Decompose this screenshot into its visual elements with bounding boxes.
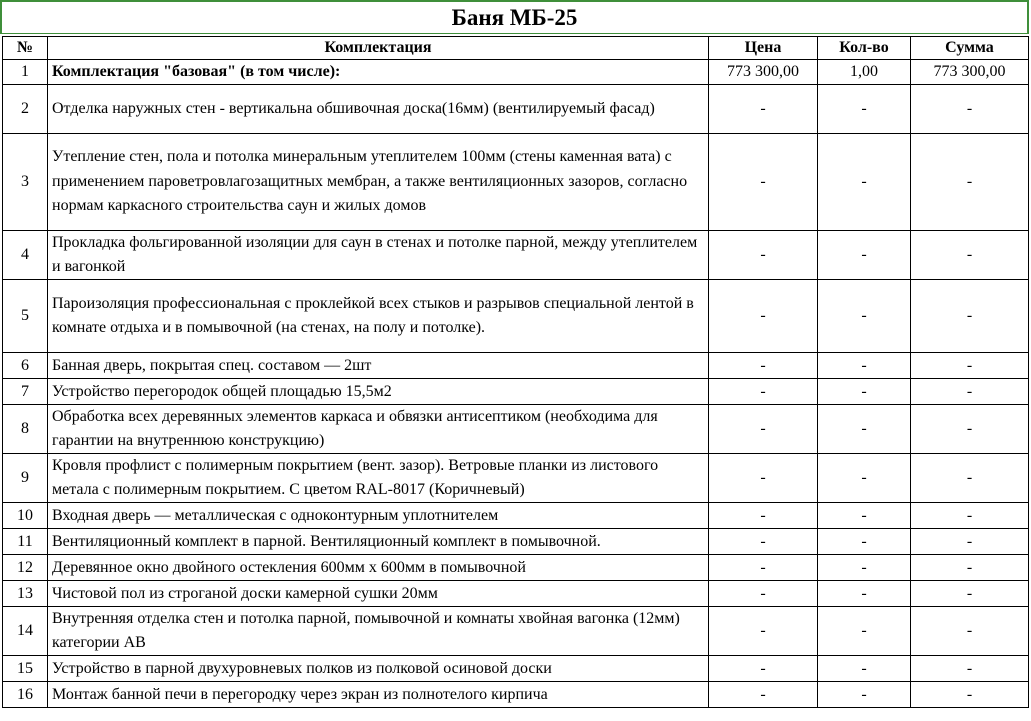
header-num[interactable]: № <box>3 37 48 60</box>
cell-sum[interactable]: 773 300,00 <box>911 60 1029 85</box>
table-row <box>3 379 1029 405</box>
cell-sum[interactable]: - <box>911 503 1029 529</box>
table-row <box>3 405 1029 454</box>
cell-num[interactable]: 2 <box>3 85 48 134</box>
cell-description[interactable]: Устройство перегородок общей площадью 15,5м2 <box>48 379 709 405</box>
cell-num[interactable]: 14 <box>3 607 48 656</box>
cell-quantity[interactable]: - <box>818 529 911 555</box>
cell-quantity[interactable]: - <box>818 280 911 353</box>
cell-sum[interactable]: - <box>911 134 1029 231</box>
cell-description[interactable]: Комплектация "базовая" (в том числе): <box>48 60 709 85</box>
cell-price[interactable]: - <box>709 656 818 682</box>
header-sum[interactable]: Сумма <box>911 37 1029 60</box>
cell-price[interactable]: - <box>709 134 818 231</box>
table-row <box>3 231 1029 280</box>
table-row <box>3 85 1029 134</box>
header-price[interactable]: Цена <box>709 37 818 60</box>
cell-sum[interactable]: - <box>911 353 1029 379</box>
table-row <box>3 607 1029 656</box>
cell-price[interactable]: - <box>709 405 818 454</box>
table-row <box>3 555 1029 581</box>
cell-sum[interactable]: - <box>911 379 1029 405</box>
cell-price[interactable]: - <box>709 555 818 581</box>
cell-num[interactable]: 9 <box>3 454 48 503</box>
cell-sum[interactable]: - <box>911 529 1029 555</box>
cell-num[interactable]: 10 <box>3 503 48 529</box>
table-row <box>3 503 1029 529</box>
cell-num[interactable]: 1 <box>3 60 48 85</box>
cell-description[interactable]: Внутренняя отделка стен и потолка парной, помывочной и комнаты хвойная вагонка (12мм) категории АВ <box>48 607 709 656</box>
cell-sum[interactable]: - <box>911 85 1029 134</box>
cell-sum[interactable]: - <box>911 454 1029 503</box>
cell-description[interactable]: Отделка наружных стен - вертикальна обшивочная доска(16мм) (вентилируемый фасад) <box>48 85 709 134</box>
cell-quantity[interactable]: - <box>818 231 911 280</box>
header-row <box>3 37 1029 60</box>
cell-quantity[interactable]: - <box>818 85 911 134</box>
cell-num[interactable]: 16 <box>3 682 48 708</box>
sheet-title[interactable]: Баня МБ-25 <box>0 0 1029 34</box>
cell-num[interactable]: 5 <box>3 280 48 353</box>
cell-num[interactable]: 11 <box>3 529 48 555</box>
header-description[interactable]: Комплектация <box>48 37 709 60</box>
cell-quantity[interactable]: - <box>818 454 911 503</box>
table-row <box>3 454 1029 503</box>
header-quantity[interactable]: Кол-во <box>818 37 911 60</box>
cell-description[interactable]: Входная дверь — металлическая с одноконтурным уплотнителем <box>48 503 709 529</box>
cell-num[interactable]: 12 <box>3 555 48 581</box>
cell-description[interactable]: Монтаж банной печи в перегородку через экран из полнотелого кирпича <box>48 682 709 708</box>
table-row <box>3 280 1029 353</box>
cell-num[interactable]: 8 <box>3 405 48 454</box>
cell-quantity[interactable]: - <box>818 682 911 708</box>
cell-description[interactable]: Устройство в парной двухуровневых полков из полковой осиновой доски <box>48 656 709 682</box>
table-row <box>3 134 1029 231</box>
cell-description[interactable]: Кровля профлист с полимерным покрытием (вент. зазор). Ветровые планки из листового метала с полимерным покрытием. С цветом RAL-8017 (Коричневый) <box>48 454 709 503</box>
cell-price[interactable]: - <box>709 353 818 379</box>
table-row <box>3 60 1029 85</box>
cell-sum[interactable]: - <box>911 405 1029 454</box>
cell-quantity[interactable]: - <box>818 656 911 682</box>
cell-description[interactable]: Пароизоляция профессиональная с проклейкой всех стыков и разрывов специальной лентой в комнате отдыха и в помывочной (на стенах, на полу и потолке). <box>48 280 709 353</box>
cell-quantity[interactable]: - <box>818 134 911 231</box>
table-row <box>3 581 1029 607</box>
cell-quantity[interactable]: - <box>818 353 911 379</box>
cell-price[interactable]: - <box>709 581 818 607</box>
cell-quantity[interactable]: - <box>818 379 911 405</box>
cell-num[interactable]: 15 <box>3 656 48 682</box>
cell-num[interactable]: 4 <box>3 231 48 280</box>
cell-sum[interactable]: - <box>911 682 1029 708</box>
cell-description[interactable]: Банная дверь, покрытая спец. составом — 2шт <box>48 353 709 379</box>
cell-price[interactable]: 773 300,00 <box>709 60 818 85</box>
cell-price[interactable]: - <box>709 454 818 503</box>
cell-sum[interactable]: - <box>911 607 1029 656</box>
cell-quantity[interactable]: - <box>818 581 911 607</box>
cell-price[interactable]: - <box>709 231 818 280</box>
cell-price[interactable]: - <box>709 607 818 656</box>
cell-price[interactable]: - <box>709 503 818 529</box>
cell-sum[interactable]: - <box>911 581 1029 607</box>
cell-description[interactable]: Обработка всех деревянных элементов каркаса и обвязки антисептиком (необходима для гарантии на внутреннюю конструкцию) <box>48 405 709 454</box>
table-row <box>3 682 1029 708</box>
table-row <box>3 353 1029 379</box>
cell-price[interactable]: - <box>709 379 818 405</box>
cell-num[interactable]: 6 <box>3 353 48 379</box>
cell-quantity[interactable]: - <box>818 555 911 581</box>
cell-quantity[interactable]: - <box>818 405 911 454</box>
cell-price[interactable]: - <box>709 85 818 134</box>
cell-description[interactable]: Деревянное окно двойного остекления 600мм х 600мм в помывочной <box>48 555 709 581</box>
cell-sum[interactable]: - <box>911 656 1029 682</box>
cell-price[interactable]: - <box>709 682 818 708</box>
cell-quantity[interactable]: - <box>818 607 911 656</box>
cell-description[interactable]: Утепление стен, пола и потолка минеральным утеплителем 100мм (стены каменная вата) с применением пароветровлагозащитных мембран, а также вентиляционных зазоров, согласно нормам каркасного строительства саун и жилых домов <box>48 134 709 231</box>
cell-sum[interactable]: - <box>911 231 1029 280</box>
table-row <box>3 529 1029 555</box>
cell-sum[interactable]: - <box>911 555 1029 581</box>
cell-num[interactable]: 7 <box>3 379 48 405</box>
table-row <box>3 656 1029 682</box>
cell-sum[interactable]: - <box>911 280 1029 353</box>
cell-quantity[interactable]: 1,00 <box>818 60 911 85</box>
cell-num[interactable]: 3 <box>3 134 48 231</box>
cell-description[interactable]: Прокладка фольгированной изоляции для саун в стенах и потолке парной, между утеплителем и вагонкой <box>48 231 709 280</box>
cell-quantity[interactable]: - <box>818 503 911 529</box>
cell-price[interactable]: - <box>709 280 818 353</box>
specification-table <box>2 36 1029 708</box>
cell-price[interactable]: - <box>709 529 818 555</box>
cell-num[interactable]: 13 <box>3 581 48 607</box>
cell-description[interactable]: Вентиляционный комплект в парной. Вентиляционный комплект в помывочной. <box>48 529 709 555</box>
cell-description[interactable]: Чистовой пол из строганой доски камерной сушки 20мм <box>48 581 709 607</box>
